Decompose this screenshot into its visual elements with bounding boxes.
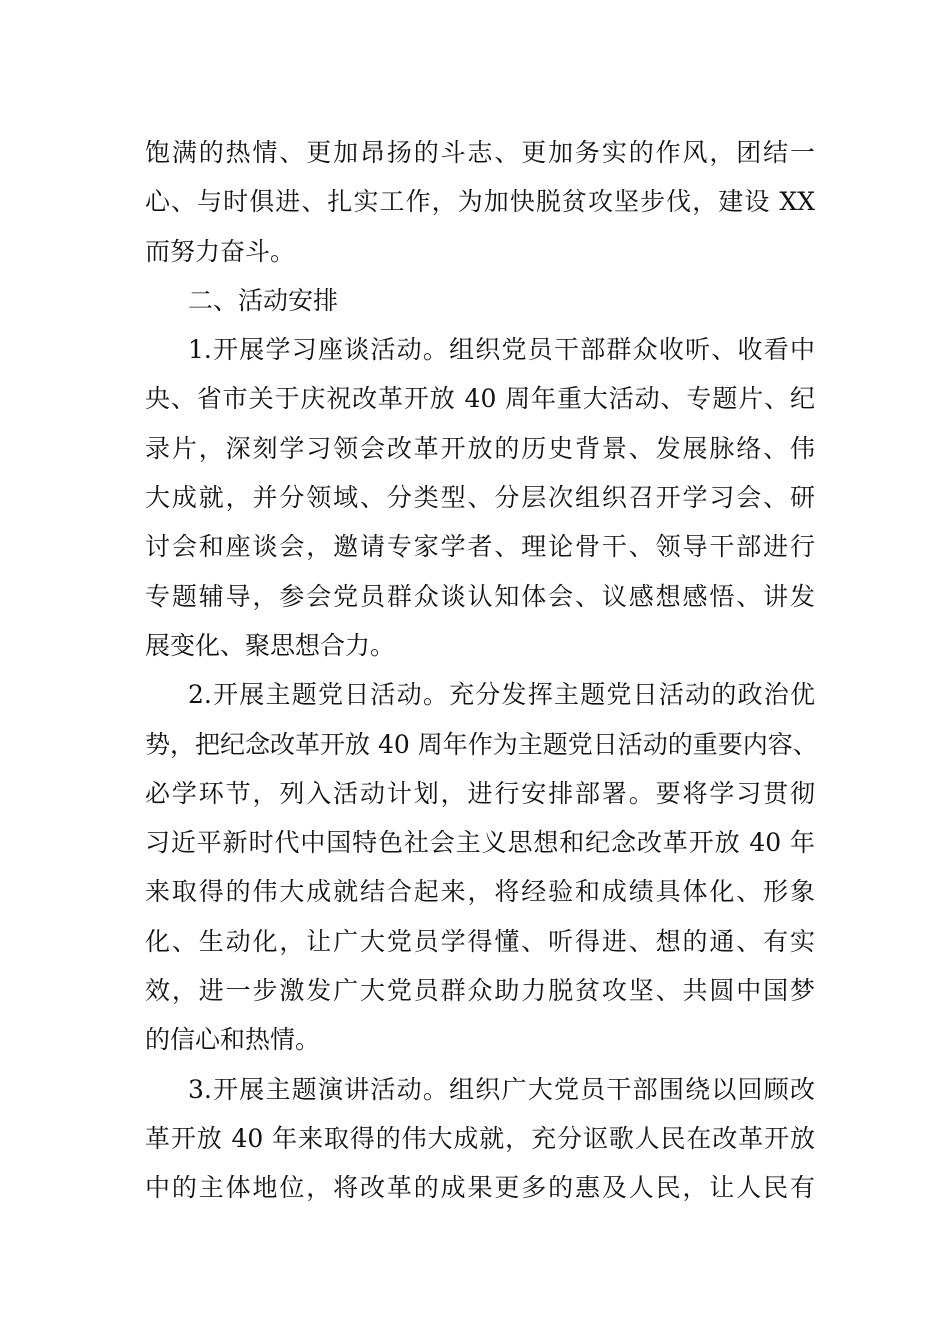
text-line: 来取得的伟大成就结合起来，将经验和成绩具体化、形象 (145, 877, 815, 907)
paragraph-item-2 (145, 670, 818, 1064)
text-line: 饱满的热情、更加昂扬的斗志、更加务实的作风，团结一 (145, 138, 815, 167)
section-heading-text: 二、活动安排 (188, 285, 339, 315)
text-line: 化、生动化，让广大党员学得懂、听得进、想的通、有实 (145, 926, 815, 956)
paragraph-item-3 (145, 1065, 815, 1213)
text-line: 心、与时俱进、扎实工作，为加快脱贫攻坚步伐，建设 XX (145, 187, 815, 217)
text-line: 1.开展学习座谈活动。组织党员干部群众收听、收看中 (188, 335, 815, 365)
text-line: 势，把纪念改革开放 40 周年作为主题党日活动的重要内容、 (145, 729, 818, 759)
text-line: 讨会和座谈会，邀请专家学者、理论骨干、领导干部进行 (145, 532, 815, 562)
text-line: 展变化、聚思想合力。 (145, 630, 396, 660)
text-line: 的信心和热情。 (145, 1025, 321, 1055)
section-heading (145, 276, 815, 325)
text-line: 效，进一步激发广大党员群众助力脱贫攻坚、共圆中国梦 (145, 976, 815, 1006)
text-line: 3.开展主题演讲活动。组织广大党员干部围绕以回顾改 (188, 1074, 815, 1104)
text-line: 录片，深刻学习领会改革开放的历史背景、发展脉络、伟 (145, 433, 815, 463)
text-line: 专题辅导，参会党员群众谈认知体会、议感想感悟、讲发 (145, 581, 815, 611)
document-body (145, 128, 818, 1213)
paragraph-item-1 (145, 325, 815, 670)
text-line: 必学环节，列入活动计划，进行安排部署。要将学习贯彻 (145, 778, 815, 808)
text-line: 中的主体地位，将改革的成果更多的惠及人民，让人民有 (145, 1173, 815, 1203)
text-line: 而努力奋斗。 (145, 236, 296, 266)
text-line: 2.开展主题党日活动。充分发挥主题党日活动的政治优 (188, 680, 815, 710)
text-line: 习近平新时代中国特色社会主义思想和纪念改革开放 40 年 (145, 828, 815, 858)
paragraph-intro-continuation (145, 128, 815, 276)
text-line: 央、省市关于庆祝改革开放 40 周年重大活动、专题片、纪 (145, 384, 815, 414)
text-line: 大成就，并分领域、分类型、分层次组织召开学习会、研 (145, 483, 815, 513)
text-line: 革开放 40 年来取得的伟大成就，充分讴歌人民在改革开放 (145, 1123, 815, 1153)
